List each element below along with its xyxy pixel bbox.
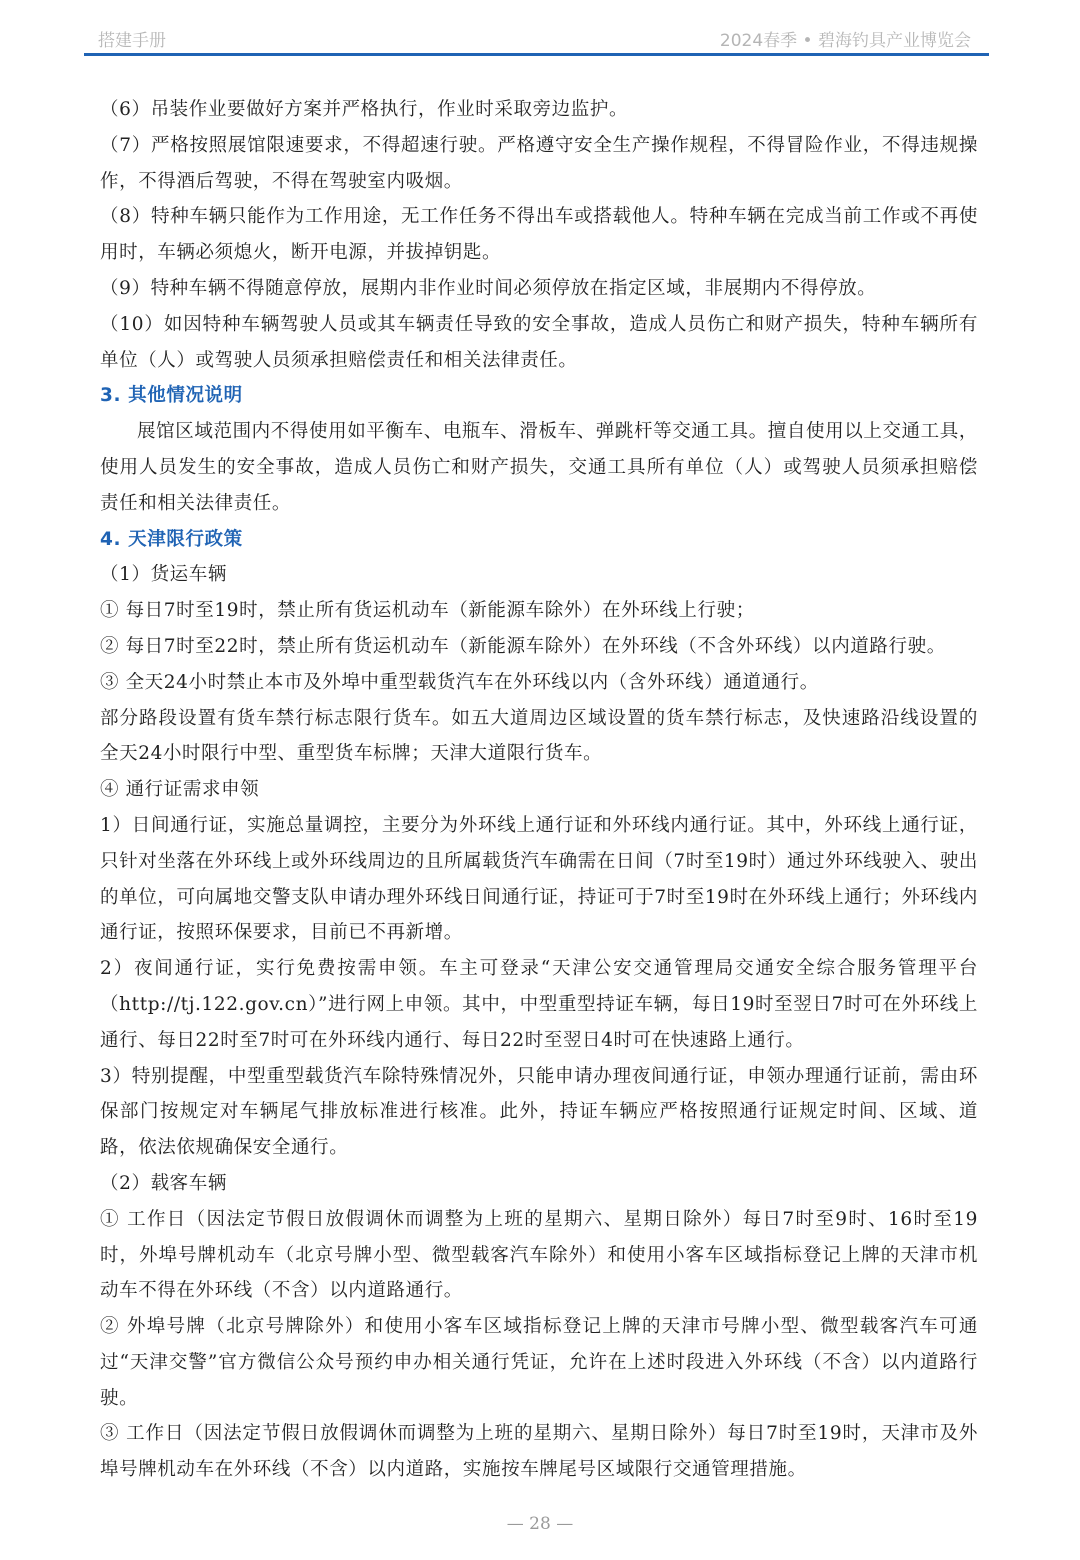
page-number: — 28 — xyxy=(506,1514,574,1534)
paragraph: ③ 全天24小时禁止本市及外埠中重型载货汽车在外环线以内（含外环线）通道通行。 xyxy=(100,671,819,693)
paragraph: （1）货运车辆 xyxy=(100,564,227,586)
header-rule xyxy=(84,53,989,56)
page-header xyxy=(84,22,989,56)
paragraph: ① 每日7时至19时，禁止所有货运机动车（新能源车除外）在外环线上行驶； xyxy=(100,600,755,622)
paragraph: （6）吊装作业要做好方案并严格执行，作业时采取旁边监护。 xyxy=(100,99,629,120)
paragraph: （7）严格按照展馆限速要求，不得超速行驶。严格遵守安全生产操作规程，不得冒险作业，不得违规操作，不得酒后驾驶，不得在驾驶室内吸烟。 xyxy=(100,134,978,192)
header-document-title: 搭建手册 xyxy=(98,31,166,51)
page-body xyxy=(100,92,978,1488)
paragraph: 展馆区域范围内不得使用如平衡车、电瓶车、滑板车、弹跳杆等交通工具。擅自使用以上交通工具，使用人员发生的安全事故，造成人员伤亡和财产损失，交通工具所有单位（人）或驾驶人员须承担赔偿责任和相关法律责任。 xyxy=(100,421,978,514)
paragraph: ② 每日7时至22时，禁止所有货运机动车（新能源车除外）在外环线（不含外环线）以内道路行驶。 xyxy=(100,635,946,657)
paragraph: （10）如因特种车辆驾驶人员或其车辆责任导致的安全事故，造成人员伤亡和财产损失，特种车辆所有单位（人）或驾驶人员须承担赔偿责任和相关法律责任。 xyxy=(100,313,978,371)
paragraph: ③ 工作日（因法定节假日放假调休而调整为上班的星期六、星期日除外）每日7时至19时，天津市及外埠号牌机动车在外环线（不含）以内道路，实施按车牌尾号区域限行交通管理措施。 xyxy=(100,1423,978,1481)
paragraph: ① 工作日（因法定节假日放假调休而调整为上班的星期六、星期日除外）每日7时至9时、16时至19时，外埠号牌机动车（北京号牌小型、微型载客汽车除外）和使用小客车区域指标登记上牌的天津市机动车不得在外环线（不含）以内道路通行。 xyxy=(100,1208,978,1302)
paragraph: （8）特种车辆只能作为工作用途，无工作任务不得出车或搭载他人。特种车辆在完成当前工作或不再使用时，车辆必须熄火，断开电源，并拔掉钥匙。 xyxy=(100,206,978,264)
paragraph: 2）夜间通行证，实行免费按需申领。车主可登录“天津公安交通管理局交通安全综合服务管理平台（http://tj.122.gov.cn）”进行网上申领。其中，中型重型持证车辆，每日19时至翌日7时可在外环线上通行、每日22时至7时可在外环线内通行、每日22时至翌日4时可在快速路上通行。 xyxy=(100,958,978,1051)
section-heading: 4. 天津限行政策 xyxy=(100,528,243,550)
header-event-title: 2024春季 • 碧海钓具产业博览会 xyxy=(719,31,971,51)
paragraph: ② 外埠号牌（北京号牌除外）和使用小客车区域指标登记上牌的天津市号牌小型、微型载客汽车可通过“天津交警”官方微信公众号预约申办相关通行凭证，允许在上述时段进入外环线（不含）以内道路行驶。 xyxy=(100,1316,978,1409)
paragraph: 3）特别提醒，中型重型载货汽车除特殊情况外，只能申请办理夜间通行证，申领办理通行证前，需由环保部门按规定对车辆尾气排放标准进行核准。此外，持证车辆应严格按照通行证规定时间、区域、道路，依法依规确保安全通行。 xyxy=(100,1065,978,1159)
paragraph: 1）日间通行证，实施总量调控，主要分为外环线上通行证和外环线内通行证。其中，外环线上通行证，只针对坐落在外环线上或外环线周边的且所属载货汽车确需在日间（7时至19时）通过外环线驶入、驶出的单位，可向属地交警支队申请办理外环线日间通行证，持证可于7时至19时在外环线上通行；外环线内通行证，按照环保要求，目前已不再新增。 xyxy=(100,814,978,944)
section-heading: 3. 其他情况说明 xyxy=(100,385,243,407)
paragraph: （2）载客车辆 xyxy=(100,1172,227,1194)
paragraph: 部分路段设置有货车禁行标志限行货车。如五大道周边区域设置的货车禁行标志，及快速路沿线设置的全天24小时限行中型、重型货车标牌；天津大道限行货车。 xyxy=(100,707,978,765)
paragraph: ④ 通行证需求申领 xyxy=(100,779,260,801)
paragraph: （9）特种车辆不得随意停放，展期内非作业时间必须停放在指定区域，非展期内不得停放。 xyxy=(100,277,877,299)
